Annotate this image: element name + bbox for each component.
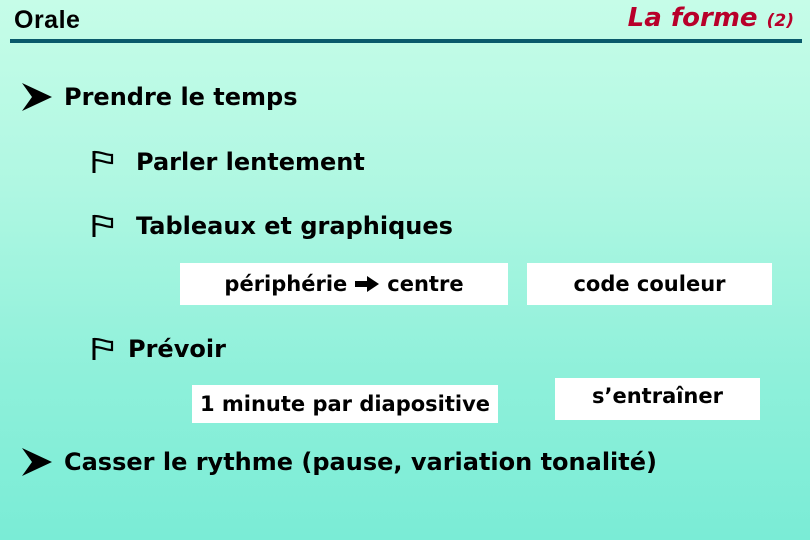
box-text-centre: centre	[387, 272, 464, 296]
flag-icon	[90, 336, 116, 362]
bullet-text: Prendre le temps	[64, 83, 298, 111]
sub-bullet-parler-lentement	[90, 148, 365, 176]
sub-bullet-text: Prévoir	[128, 335, 226, 363]
sub-bullet-tableaux	[90, 212, 453, 240]
box-entrainer: s’entraîner	[555, 378, 760, 420]
bullet-prendre-le-temps	[18, 82, 298, 112]
box-one-minute: 1 minute par diapositive	[192, 385, 498, 423]
flag-icon	[90, 213, 116, 239]
header-right-title	[628, 3, 794, 33]
sub-bullet-text: Parler lentement	[136, 148, 365, 176]
bullet-casser-le-rythme	[18, 447, 657, 477]
arrowhead-icon	[18, 82, 54, 112]
right-arrow-icon	[353, 274, 381, 294]
sub-bullet-prevoir	[90, 335, 226, 363]
bullet-text: Casser le rythme (pause, variation tonalité)	[64, 448, 657, 476]
box-code-couleur: code couleur	[527, 263, 772, 305]
box-peripherie-centre	[180, 263, 508, 305]
box-text-peripherie: périphérie	[224, 272, 348, 296]
header-right-sub: (2)	[766, 11, 794, 31]
header-right-main: La forme	[627, 3, 758, 33]
arrowhead-icon	[18, 447, 54, 477]
sub-bullet-text: Tableaux et graphiques	[136, 212, 453, 240]
header-left-title: Orale	[14, 6, 81, 34]
header-rule	[10, 39, 802, 43]
flag-icon	[90, 149, 116, 175]
